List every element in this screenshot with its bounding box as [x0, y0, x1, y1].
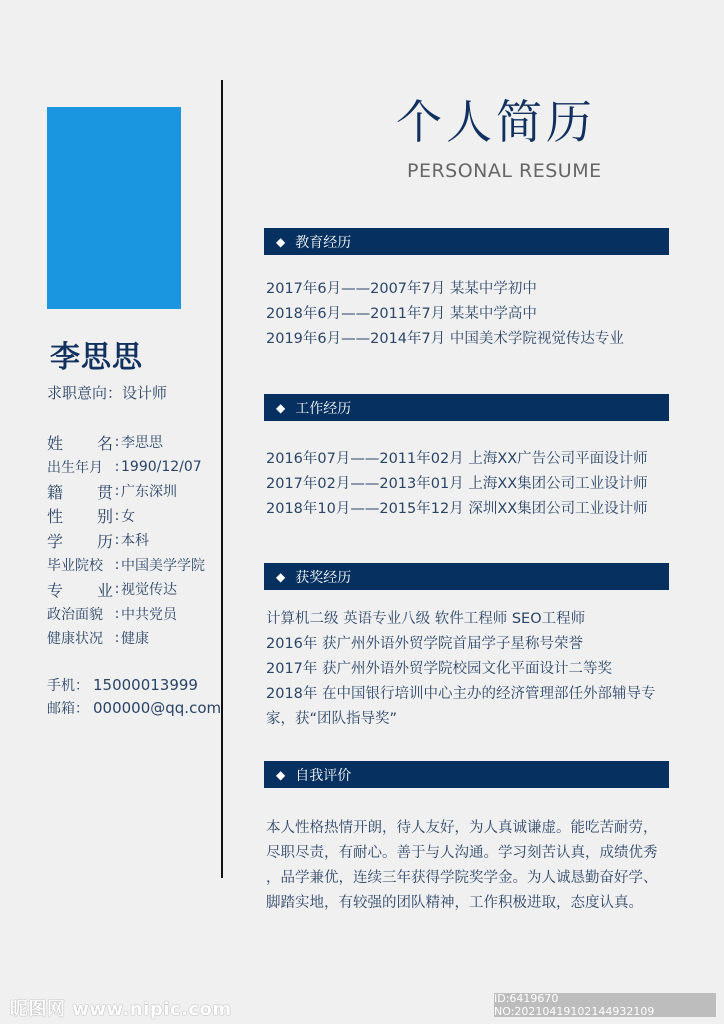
contact-info [47, 673, 221, 720]
email-value: 000000@qq.com [93, 699, 222, 718]
email-label: 邮箱： [47, 701, 89, 718]
info-row [47, 577, 205, 602]
page-subtitle: PERSONAL RESUME [407, 160, 602, 182]
award-item: 2018年 在中国银行培训中心主办的经济管理部任外部辅导专 [266, 686, 656, 702]
info-colon: : [114, 556, 120, 573]
education-item: 2017年6月——2007年7月 某某中学初中 [266, 281, 537, 297]
section-header-awards [264, 563, 669, 590]
award-item: 2017年 获广州外语外贸学院校园文化平面设计二等奖 [266, 661, 613, 677]
info-value: 中国美学学院 [121, 557, 205, 574]
info-row [47, 455, 205, 480]
info-label: 出生年月 [47, 459, 103, 476]
info-label: 性 别 [47, 507, 113, 527]
education-list [266, 277, 676, 352]
education-item: 2018年6月——2011年7月 某某中学高中 [266, 306, 537, 322]
work-item: 2017年02月——2013年01月 上海XX集团公司工业设计师 [266, 476, 648, 492]
section-title: 自我评价 [295, 767, 352, 784]
info-colon: : [114, 605, 120, 622]
info-label: 姓 名 [47, 433, 113, 453]
self-eval-line: 本人性格热情开朗，待人友好，为人真诚谦虚。能吃苦耐劳， [266, 820, 658, 836]
diamond-icon: ◆ [276, 767, 286, 782]
info-row [47, 553, 205, 578]
award-item: 家，获“团队指导奖” [266, 711, 398, 727]
section-title: 工作经历 [295, 400, 352, 417]
info-colon: : [114, 458, 120, 475]
education-item: 2019年6月——2014年7月 中国美术学院视觉传达专业 [266, 331, 624, 347]
info-label: 专 业 [47, 580, 113, 600]
info-colon: : [114, 507, 120, 524]
section-title: 获奖经历 [295, 569, 352, 586]
info-colon: : [114, 532, 120, 549]
info-row [47, 626, 205, 651]
info-row [47, 479, 205, 504]
diamond-icon: ◆ [276, 400, 286, 415]
info-row [47, 430, 205, 455]
watermark-logo: 昵图网 www.nipic.com [10, 999, 232, 1020]
phone-row [47, 673, 221, 697]
info-value: 本科 [121, 533, 149, 550]
section-header-work [264, 394, 669, 421]
info-colon: : [114, 434, 120, 451]
info-colon: : [114, 581, 120, 598]
info-colon: : [114, 483, 120, 500]
section-header-self-eval [264, 761, 669, 788]
info-value: 中共党员 [121, 606, 177, 623]
diamond-icon: ◆ [276, 234, 286, 249]
watermark-id: ID:6419670 NO:20210419102144932109 [494, 993, 716, 1017]
phone-value: 15000013999 [93, 675, 198, 694]
diamond-icon: ◆ [276, 569, 286, 584]
info-value: 1990/12/07 [121, 458, 202, 475]
info-row [47, 528, 205, 553]
self-eval-text [266, 816, 676, 916]
awards-list [266, 607, 676, 732]
job-intent-label: 求职意向： [47, 384, 123, 402]
info-row [47, 504, 205, 529]
work-item: 2018年10月——2015年12月 深圳XX集团公司工业设计师 [266, 501, 648, 517]
info-label: 健康状况 [47, 631, 103, 648]
job-intent [47, 382, 167, 403]
info-value: 广东深圳 [121, 484, 177, 501]
info-value: 视觉传达 [121, 582, 177, 599]
work-list [266, 447, 676, 522]
self-eval-line: 尽职尽责，有耐心。善于与人沟通。学习刻苦认真，成绩优秀 [266, 845, 658, 861]
self-eval-line: 脚踏实地，有较强的团队精神，工作积极进取，态度认真。 [266, 895, 643, 911]
info-colon: : [114, 630, 120, 647]
info-value: 女 [121, 508, 135, 525]
info-label: 政治面貌 [47, 606, 103, 623]
section-header-education [264, 228, 669, 255]
self-eval-line: ，品学兼优，连续三年获得学院奖学金。为人诚恳勤奋好学、 [266, 870, 658, 886]
email-row [47, 697, 221, 721]
personal-info-list [47, 430, 205, 651]
profile-photo-placeholder [47, 107, 181, 309]
award-item: 计算机二级 英语专业八级 软件工程师 SEO工程师 [266, 611, 586, 627]
phone-label: 手机： [47, 677, 89, 694]
info-label: 毕业院校 [47, 557, 103, 574]
vertical-divider [221, 80, 223, 878]
info-label: 籍 贯 [47, 482, 113, 502]
info-row [47, 602, 205, 627]
info-value: 健康 [121, 631, 149, 648]
job-intent-value: 设计师 [122, 384, 168, 402]
candidate-name: 李思思 [50, 340, 143, 375]
section-title: 教育经历 [295, 234, 352, 251]
award-item: 2016年 获广州外语外贸学院首届学子星称号荣誉 [266, 636, 584, 652]
page-title: 个人简历 [396, 95, 596, 149]
info-value: 李思思 [121, 435, 163, 452]
work-item: 2016年07月——2011年02月 上海XX广告公司平面设计师 [266, 451, 648, 467]
info-label: 学 历 [47, 531, 113, 551]
